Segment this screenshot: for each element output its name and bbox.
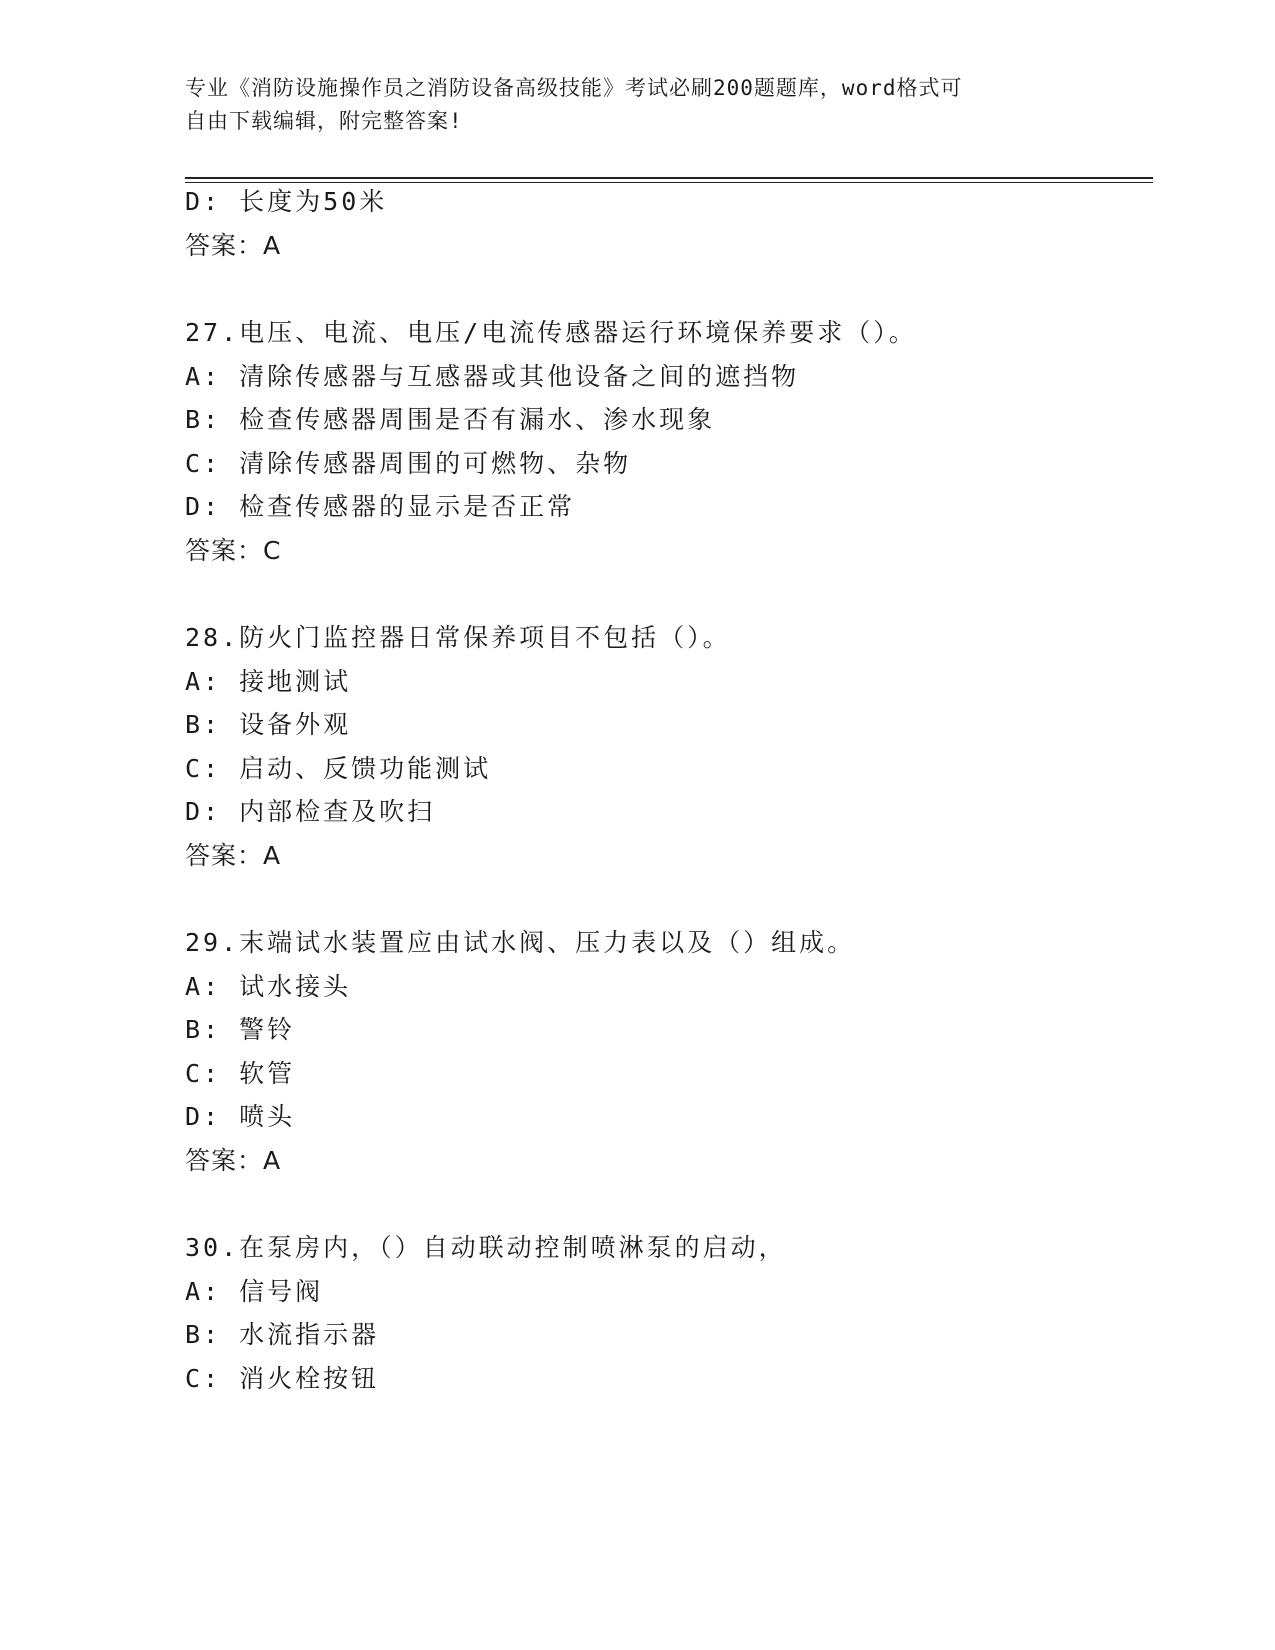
question-30-option-b: B: 水流指示器 <box>185 1320 380 1349</box>
question-28-option-c: C: 启动、反馈功能测试 <box>185 754 492 783</box>
question-29-option-c: C: 软管 <box>185 1059 296 1088</box>
header-divider-thin <box>185 182 1153 183</box>
option-d-previous: D: 长度为50米 <box>185 187 388 216</box>
question-29-answer: 答案：A <box>185 1146 282 1175</box>
question-29-option-b: B: 警铃 <box>185 1015 296 1044</box>
question-27-answer: 答案：C <box>185 536 282 565</box>
question-27-option-b: B: 检查传感器周围是否有漏水、渗水现象 <box>185 405 716 434</box>
header-divider-thick <box>185 177 1153 179</box>
question-29-option-d: D: 喷头 <box>185 1102 296 1131</box>
document-header <box>185 72 1065 138</box>
question-27-option-c: C: 清除传感器周围的可燃物、杂物 <box>185 449 632 478</box>
question-29-option-a: A: 试水接头 <box>185 972 352 1001</box>
question-28-option-a: A: 接地测试 <box>185 667 352 696</box>
question-28-answer: 答案：A <box>185 841 282 870</box>
answer-previous: 答案：A <box>185 231 282 260</box>
question-28-option-d: D: 内部检查及吹扫 <box>185 797 436 826</box>
question-27-option-d: D: 检查传感器的显示是否正常 <box>185 492 576 521</box>
question-30-option-c: C: 消火栓按钮 <box>185 1364 380 1393</box>
header-line-2: 自由下载编辑，附完整答案! <box>185 109 463 133</box>
header-line-1: 专业《消防设施操作员之消防设备高级技能》考试必刷200题题库，word格式可 <box>185 76 963 100</box>
question-30-option-a: A: 信号阀 <box>185 1277 324 1306</box>
question-28: 28.防火门监控器日常保养项目不包括（）。 <box>185 623 731 652</box>
question-27: 27.电压、电流、电压/电流传感器运行环境保养要求（）。 <box>185 318 917 347</box>
question-28-option-b: B: 设备外观 <box>185 710 352 739</box>
question-29: 29.末端试水装置应由试水阀、压力表以及（）组成。 <box>185 928 856 957</box>
question-27-option-a: A: 清除传感器与互感器或其他设备之间的遮挡物 <box>185 362 800 391</box>
question-30: 30.在泵房内，（）自动联动控制喷淋泵的启动， <box>185 1233 787 1262</box>
